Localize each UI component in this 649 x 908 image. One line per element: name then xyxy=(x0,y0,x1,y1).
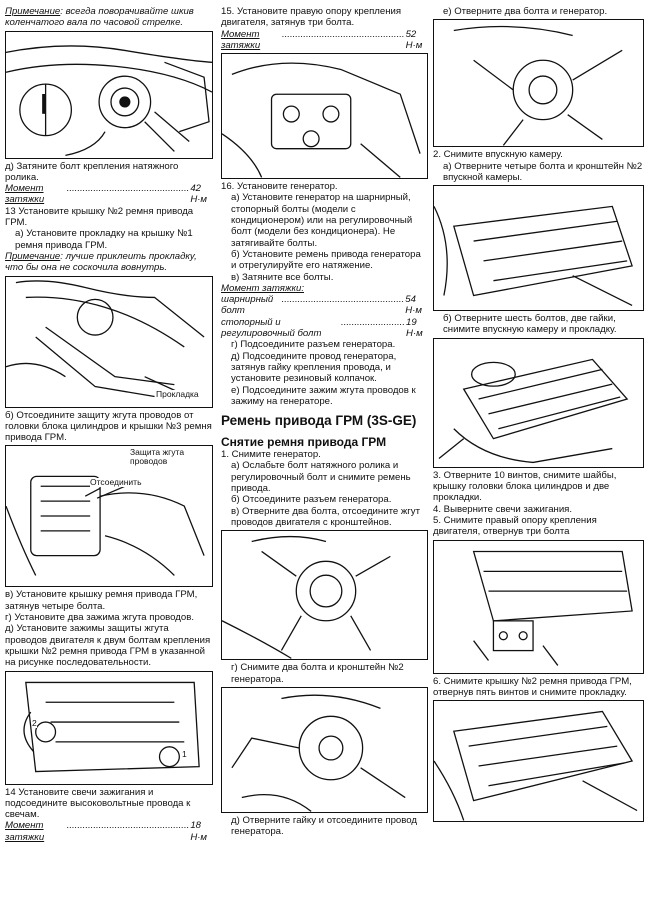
removal-step-2: 2. Снимите впускную камеру. xyxy=(433,149,563,161)
removal-step-4: 4. Выверните свечи зажигания. xyxy=(433,503,573,515)
removal-step-2b: б) Отверните шесть болтов, две гайки, снимите впускную камеру и прокладку. xyxy=(443,313,617,336)
step-16g: г) Подсоедините разъем генератора. xyxy=(231,339,396,351)
engine-mount-drawing xyxy=(222,54,427,178)
torque-spec-4b: стопорный и регулировочный болт ........................ 19 Н·м xyxy=(221,316,423,340)
torque-spec-1: Момент затяжки .............................................. 42 Н·м xyxy=(5,183,208,206)
removal-step-1b: б) Отсоедините разъем генератора. xyxy=(231,494,392,506)
figure-intake-bracket xyxy=(433,185,644,311)
torque-spec-4a: шарнирный болт .............................................. 54 Н·м xyxy=(221,294,422,317)
figure-engine-mount xyxy=(221,53,428,179)
intake-chamber-drawing xyxy=(434,339,643,467)
step-g-clamps: г) Установите два зажима жгута проводов. xyxy=(5,612,194,624)
removal-step-5: 5. Снимите правый опору крепления двигателя, отвернув три болта xyxy=(433,514,597,538)
figure-generator-removal xyxy=(433,19,644,147)
label-clamp-2: 2 xyxy=(32,717,37,728)
engine-mount-removal-drawing xyxy=(434,541,643,673)
step-15: 15. Установите правую опору крепления двигателя, затянув три болта. xyxy=(221,6,402,29)
label-gasket: Прокладка xyxy=(156,388,199,399)
removal-step-1g: г) Снимите два болта и кронштейн №2 генератора. xyxy=(231,662,404,685)
figure-harness-protector xyxy=(5,445,213,587)
step-16v: в) Затяните все болты. xyxy=(231,271,334,283)
step-13a: а) Установите прокладку на крышку №1 ремня привода ГРМ. xyxy=(15,228,193,251)
figure-tensioner-pulley xyxy=(5,31,213,159)
section-heading: Ремень привода ГРМ (3S-GE) xyxy=(221,413,417,429)
generator-wire-drawing xyxy=(222,688,427,812)
intake-bracket-drawing xyxy=(434,186,643,310)
figure-gasket xyxy=(5,276,213,408)
removal-step-1d: д) Отверните гайку и отсоедините провод генератора. xyxy=(231,814,417,838)
step-b-harness: б) Отсоедините защиту жгута проводов от головки блока цилиндров и крышки №3 ремня привода ГРМ. xyxy=(5,409,212,444)
removal-step-1v: в) Отверните два болта, отсоедините жгут проводов двигателя с кронштейнов. xyxy=(231,505,420,528)
figure-engine-mount-removal xyxy=(433,540,644,674)
column-left xyxy=(5,6,213,843)
column-middle xyxy=(221,6,428,837)
torque-spec-3: Момент затяжки .............................................. 52 Н·м xyxy=(221,28,423,51)
step-dd-clamps: д) Установите зажимы защиты жгута проводов двигателя к двум болтам крепления крышки №2 ремня привода ГРМ в указанной на рисунке последовательности. xyxy=(5,623,211,669)
column-right xyxy=(433,6,644,824)
removal-step-1a: а) Ослабьте болт натяжного ролика и регулировочный болт и снимите ремень привода. xyxy=(231,460,411,495)
step-16b: б) Установите ремень привода генератора и отрегулируйте его натяжение. xyxy=(231,248,421,272)
figure-cover-removal xyxy=(433,700,644,822)
figure-generator-bracket xyxy=(221,530,428,660)
step-13: 13 Установите крышку №2 ремня привода ГРМ. xyxy=(5,205,194,229)
step-16d: д) Подсоедините провод генератора, затянув гайку крепления провода, и установите резиновый колпачок. xyxy=(231,350,397,385)
clamp-sequence-drawing xyxy=(6,672,212,784)
removal-step-3: 3. Отверните 10 винтов, снимите шайбы, крышку головки блока цилиндров и две прокладки. xyxy=(433,469,617,504)
generator-bracket-drawing xyxy=(222,531,427,659)
torque-spec-2: Момент затяжки .............................................. 18 Н·м xyxy=(5,820,208,843)
removal-step-6: 6. Снимите крышку №2 ремня привода ГРМ, отвернув пять винтов и снимите прокладку. xyxy=(433,675,632,698)
label-harness-protector: Защита жгута проводов xyxy=(130,448,210,466)
label-clamp-1: 1 xyxy=(182,748,187,759)
note-crankshaft: Примечание: всегда поворачивайте шкив коленчатого вала по часовой стрелке. xyxy=(5,6,194,29)
cover-removal-drawing xyxy=(434,701,643,821)
step-16e: е) Подсоедините зажим жгута проводов к зажиму на генераторе. xyxy=(231,384,416,407)
torque-spec-4-label: Момент затяжки: xyxy=(221,282,305,294)
step-14: 14 Установите свечи зажигания и подсоедините высоковольтные провода к свечам. xyxy=(5,786,191,821)
gasket-drawing xyxy=(6,277,212,407)
removal-step-2a: а) Отверните четыре болта и кронштейн №2 впускной камеры. xyxy=(443,160,643,183)
figure-generator-wire xyxy=(221,687,428,813)
step-16a: а) Установите генератор на шарнирный, стопорный болты (модели с кондиционером) или на регулировочный болт (модели без кондиционера). Не затягивайте болты. xyxy=(231,192,413,249)
generator-removal-drawing xyxy=(434,20,643,146)
label-disconnect: Отсоединить xyxy=(90,477,142,488)
figure-clamp-sequence xyxy=(5,671,213,785)
figure-intake-chamber xyxy=(433,338,644,468)
step-16: 16. Установите генератор. xyxy=(221,181,338,193)
removal-step-1e: е) Отверните два болта и генератор. xyxy=(443,6,608,17)
note-gasket: Примечание: лучше приклеить прокладку, что бы она не соскочила вовнутрь. xyxy=(5,250,197,274)
step-v-cover: в) Установите крышку ремня привода ГРМ, затянув четыре болта. xyxy=(5,589,198,612)
step-d-tighten: д) Затяните болт крепления натяжного ролика. xyxy=(5,160,179,183)
section-subheading: Снятие ремня привода ГРМ xyxy=(221,435,387,450)
tensioner-pulley-drawing xyxy=(6,32,212,158)
removal-step-1: 1. Снимите генератор. xyxy=(221,449,321,461)
harness-protector-drawing xyxy=(6,446,212,586)
